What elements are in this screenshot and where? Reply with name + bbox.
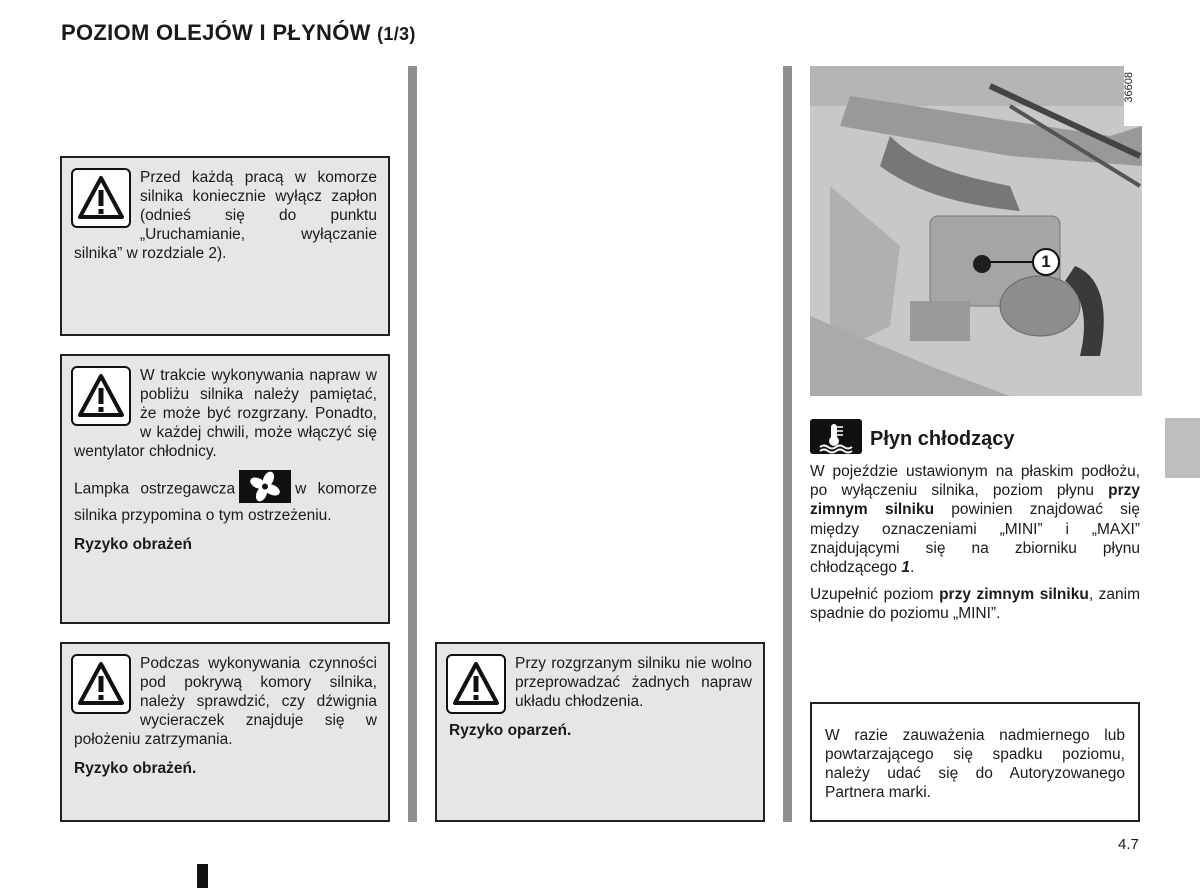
column-divider-left	[408, 66, 417, 822]
page-title	[61, 20, 416, 46]
warning-box-engine-hot	[60, 354, 390, 624]
warning-text: Przed każdą pracą w komorze silnika koniecznie wyłącz zapłon (odnieś się do punktu „Uruchamianie, wyłączanie silnika” w rozdziale 2).	[74, 169, 377, 262]
photo-reference-code: 36608	[1123, 72, 1135, 103]
coolant-temperature-icon	[810, 419, 862, 454]
warning-text: Przy rozgrzanym silniku nie wolno przeprowadzać żadnych napraw układu chłodzenia. Ryzyko oparzeń.	[449, 655, 752, 739]
fan-warning-lamp-icon	[239, 470, 291, 503]
page-title-text: POZIOM OLEJÓW I PŁYNÓW	[61, 20, 371, 45]
warning-box-wipers	[60, 642, 390, 822]
page-number: 4.7	[1118, 836, 1139, 853]
coolant-paragraph-1: W pojeździe ustawionym na płaskim podłożu, po wyłączeniu silnika, poziom płynu przy zimnym silniku powinien znajdować się między oznaczeniami „MINI” i „MAXI” znajdującymi się na zbiorniku płynu chłodzącego 1.	[810, 463, 1140, 577]
note-box-level-drop	[810, 702, 1140, 822]
warning-box-ignition	[60, 156, 390, 336]
coolant-paragraph-2: Uzupełnić poziom przy zimnym silniku, zanim spadnie do poziomu „MINI”.	[810, 586, 1140, 623]
note-text: W razie zauważenia nadmiernego lub powtarzającego się spadku poziomu, należy udać się do Autoryzowanego Partnera marki.	[825, 727, 1125, 801]
warning-box-cooling-system	[435, 642, 765, 822]
crop-mark	[197, 864, 208, 888]
engine-bay-photo	[810, 66, 1142, 396]
chapter-side-tab	[1165, 418, 1200, 478]
warning-text: Podczas wykonywania czynności pod pokrywą komory silnika, należy sprawdzić, czy dźwignia wycieraczek znajduje się w położeniu zatrzymania. Ryzyko obrażeń.	[74, 655, 377, 777]
callout-1: 1	[1032, 248, 1060, 276]
column-divider-right	[783, 66, 792, 822]
page-title-suffix: (1/3)	[377, 24, 416, 44]
warning-text: W trakcie wykonywania napraw w pobliżu silnika należy pamiętać, że może być rozgrzany. Ponadto, w każdej chwili, może włączyć się wentylator chłodnicy. Lampka ostrzegawcza w komorze silnika przypomina o tym ostrzeżeniu. Ryzyko obrażeń	[74, 367, 377, 553]
section-title-coolant: Płyn chłodzący	[870, 428, 1015, 450]
